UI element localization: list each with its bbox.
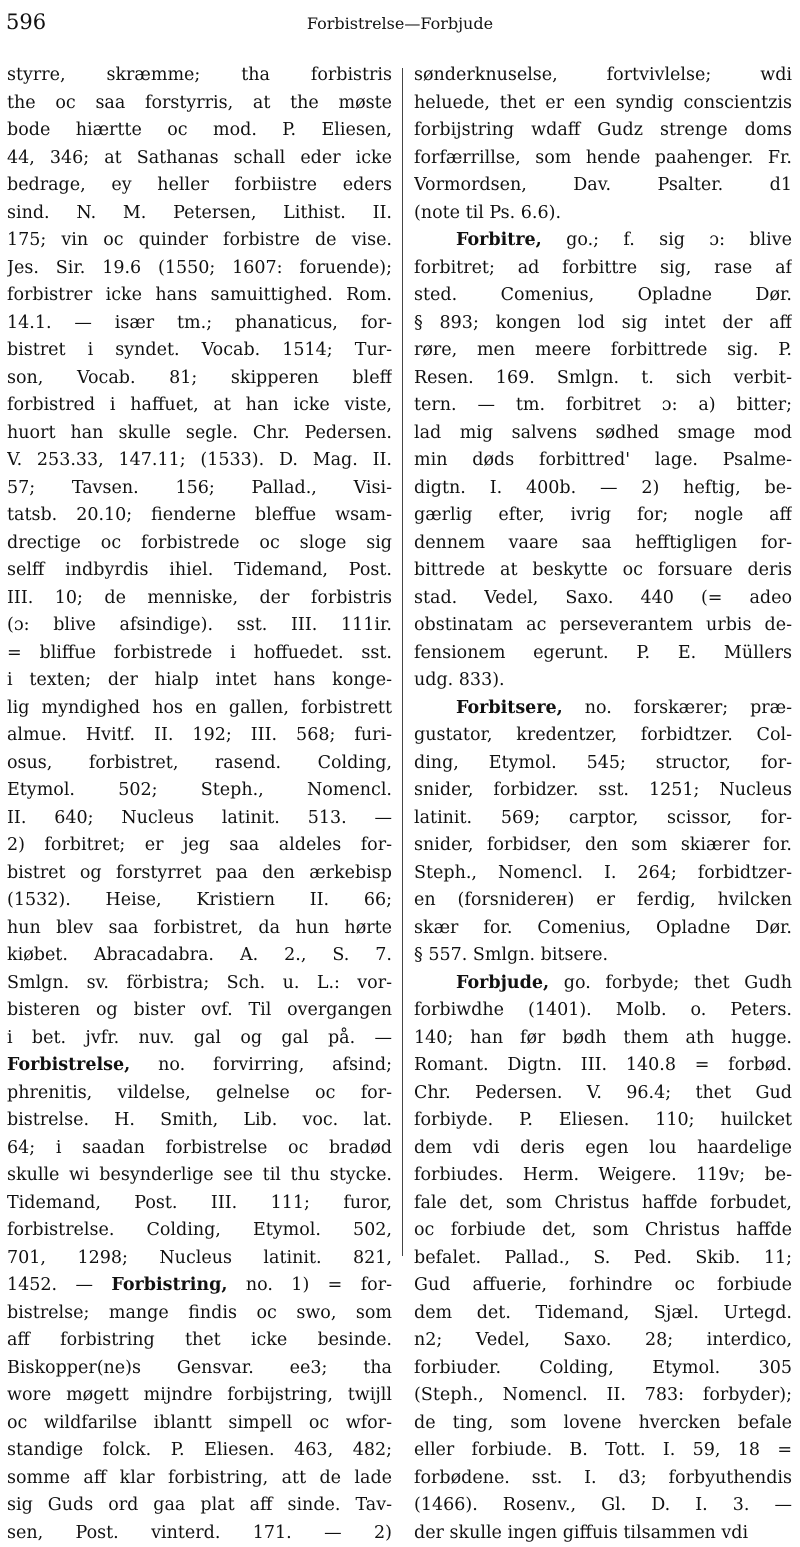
line-text: bistrelse; mange findis oc swo, som: [7, 1303, 392, 1323]
line-text: (ɔ: blive afsindige). sst. III. 111ir.: [7, 615, 392, 635]
text-line: [7, 1410, 392, 1438]
text-line: [414, 612, 792, 640]
text-line: [414, 62, 792, 90]
line-text: bedrage, ey heller forbiistre eders: [7, 175, 392, 195]
text-line: [414, 117, 792, 145]
text-line: [7, 640, 392, 668]
line-text: n2; Vedel, Saxo. 28; interdico,: [414, 1330, 792, 1350]
line-text: = bliffue forbistrede i hoffuedet. sst.: [7, 643, 392, 663]
line-text: tatsb. 20.10; fienderne bleffue wsam-: [7, 505, 392, 525]
line-text: Gud affuerie, forhindre oc forbiude: [414, 1275, 792, 1295]
text-line: [7, 1272, 392, 1300]
column-divider: [402, 68, 403, 1256]
line-text: bistret og forstyrret paa den ærkebisp: [7, 863, 392, 883]
line-text: drectige oc forbistrede oc sloge sig: [7, 533, 392, 553]
line-text: go.; f. sig ɔ: blive: [542, 230, 792, 250]
text-line: [7, 1355, 392, 1383]
line-text: V. 253.33, 147.11; (1533). D. Mag. II.: [7, 450, 392, 470]
text-line: [7, 530, 392, 558]
line-text: dennem vaare saa hefftigligen for-: [414, 533, 792, 553]
text-line: [7, 1162, 392, 1190]
line-text: der skulle ingen giffuis tilsammen vdi: [414, 1523, 748, 1543]
line-text: forbiuder. Colding, Etymol. 305: [414, 1358, 792, 1378]
line-text: 140; han før bødh them ath hugge.: [414, 1028, 792, 1048]
line-text: bisteren og bister ovf. Til overgangen: [7, 1000, 392, 1020]
line-text: fensionem egerunt. P. E. Müllers: [414, 643, 792, 663]
line-text: III. 10; de menniske, der forbistris: [7, 588, 392, 608]
text-line: [7, 915, 392, 943]
text-line: [414, 667, 792, 695]
left-column: [7, 62, 392, 1547]
line-text: no. forskærer; præ-: [563, 698, 792, 718]
text-line: [414, 310, 792, 338]
line-text: Resen. 169. Smlgn. t. sich verbit-: [414, 368, 792, 388]
text-line: [7, 997, 392, 1025]
text-line: [7, 502, 392, 530]
text-line: [414, 557, 792, 585]
line-text: gustator, kredentzer, forbidtzer. Col-: [414, 725, 792, 745]
text-line: [414, 227, 792, 255]
text-line: [7, 1520, 392, 1547]
text-line: [414, 887, 792, 915]
text-line: [7, 365, 392, 393]
text-line: [414, 1025, 792, 1053]
text-line: [7, 200, 392, 228]
running-head: Forbistrelse—Forbjude: [0, 14, 800, 33]
line-text: osus, forbistret, rasend. Colding,: [7, 753, 392, 773]
text-line: [7, 255, 392, 283]
line-text: no. 1) = for-: [227, 1275, 392, 1295]
line-text: oc forbiude det, som Christus haffde: [414, 1220, 792, 1240]
line-text: forbiudes. Herm. Weigere. 119v; be-: [414, 1165, 792, 1185]
text-line: [7, 227, 392, 255]
text-line: [7, 1300, 392, 1328]
text-line: [7, 337, 392, 365]
headword: Forbitsere,: [456, 698, 563, 718]
line-text: de ting, som lovene hvercken befale: [414, 1413, 792, 1433]
text-line: [414, 392, 792, 420]
text-line: [414, 145, 792, 173]
line-text: kiøbet. Abracadabra. A. 2., S. 7.: [7, 945, 392, 965]
line-text: forbiwdhe (1401). Molb. o. Peters.: [414, 1000, 792, 1020]
text-line: [414, 805, 792, 833]
text-line: [7, 1382, 392, 1410]
text-line: [414, 1272, 792, 1300]
text-line: [414, 1355, 792, 1383]
text-line: [7, 62, 392, 90]
line-text: Chr. Pedersen. V. 96.4; thet Gud: [414, 1083, 792, 1103]
text-line: [414, 530, 792, 558]
line-text: standige folck. P. Eliesen. 463, 482;: [7, 1440, 392, 1460]
text-line: [414, 1052, 792, 1080]
line-text: Jes. Sir. 19.6 (1550; 1607: foruende);: [7, 258, 392, 278]
line-text: sønderknuselse, fortvivlelse; wdi: [414, 65, 792, 85]
line-text: (1466). Rosenv., Gl. D. I. 3. —: [414, 1495, 792, 1515]
text-line: [7, 1190, 392, 1218]
line-text: 2) forbitret; er jeg saa aldeles for-: [7, 835, 392, 855]
text-line: [7, 172, 392, 200]
text-line: [7, 420, 392, 448]
text-line: [414, 1080, 792, 1108]
line-text: min døds forbittred' lage. Psalme-: [414, 450, 792, 470]
line-text: aff forbistring thet icke besinde.: [7, 1330, 392, 1350]
text-line: [414, 447, 792, 475]
line-text: 64; i saadan forbistrelse oc bradød: [7, 1138, 392, 1158]
line-text: snider, forbidzer. sst. 1251; Nucleus: [414, 780, 792, 800]
line-text: 175; vin oc quinder forbistre de vise.: [7, 230, 392, 250]
line-text: phrenitis, vildelse, gelnelse oc for-: [7, 1083, 392, 1103]
text-line: [414, 860, 792, 888]
line-text: Biskopper(ne)s Gensvar. ee3; tha: [7, 1358, 392, 1378]
line-text: forbiyde. P. Eliesen. 110; huilcket: [414, 1110, 792, 1130]
headword: Forbitre,: [456, 230, 542, 250]
text-line: [7, 612, 392, 640]
text-line: [7, 145, 392, 173]
text-line: [414, 1245, 792, 1273]
text-line: [414, 172, 792, 200]
text-line: [7, 282, 392, 310]
text-line: [414, 1300, 792, 1328]
line-text: bode hiærtte oc mod. P. Eliesen,: [7, 120, 392, 140]
line-text: i bet. jvfr. nuv. gal og gal på. —: [7, 1028, 392, 1048]
text-line: [7, 585, 392, 613]
text-line: [414, 997, 792, 1025]
line-text: styrre, skræmme; tha forbistris: [7, 65, 392, 85]
text-line: [7, 90, 392, 118]
line-text: digtn. I. 400b. — 2) heftig, be-: [414, 478, 792, 498]
line-text: bistrelse. H. Smith, Lib. voc. lat.: [7, 1110, 392, 1130]
line-text: obstinatam ac perseverantem urbis de-: [414, 615, 792, 635]
line-text: huort han skulle segle. Chr. Pedersen.: [7, 423, 392, 443]
line-text: 701, 1298; Nucleus latinit. 821,: [7, 1248, 392, 1268]
line-text: Romant. Digtn. III. 140.8 = forbød.: [414, 1055, 792, 1075]
headword: Forbistrelse,: [7, 1055, 130, 1075]
line-text: son, Vocab. 81; skipperen bleff: [7, 368, 392, 388]
text-line: [7, 1080, 392, 1108]
line-prefix: 1452. —: [7, 1275, 111, 1295]
page-number: 596: [6, 10, 46, 34]
line-text: fale det, som Christus haffde forbudet,: [414, 1193, 792, 1213]
text-line: [414, 1382, 792, 1410]
text-line: [414, 640, 792, 668]
text-line: [414, 777, 792, 805]
text-line: [414, 1465, 792, 1493]
text-line: [7, 887, 392, 915]
text-line: [7, 860, 392, 888]
line-text: forbijstring wdaff Gudz strenge doms: [414, 120, 792, 140]
line-text: snider, forbidser, den som skiærer for.: [414, 835, 792, 855]
line-text: bittrede at beskytte oc forsuare deris: [414, 560, 792, 580]
text-line: [414, 337, 792, 365]
text-line: [414, 695, 792, 723]
line-text: i texten; der hialp intet hans konge-: [7, 670, 392, 690]
text-line: [414, 1437, 792, 1465]
line-text: go. forbyde; thet Gudh: [549, 973, 792, 993]
text-line: [414, 1327, 792, 1355]
line-text: eller forbiude. B. Tott. I. 59, 18 =: [414, 1440, 792, 1460]
line-text: lig myndighed hos en gallen, forbistrett: [7, 698, 392, 718]
line-text: forbitret; ad forbittre sig, rase af: [414, 258, 792, 278]
text-line: [414, 1190, 792, 1218]
text-line: [7, 695, 392, 723]
line-text: II. 640; Nucleus latinit. 513. —: [7, 808, 392, 828]
headword: Forbjude,: [456, 973, 549, 993]
text-line: [7, 1052, 392, 1080]
line-text: almue. Hvitf. II. 192; III. 568; furi-: [7, 725, 392, 745]
line-text: (Steph., Nomencl. II. 783: forbyder);: [414, 1385, 792, 1405]
line-text: (note til Ps. 6.6).: [414, 203, 561, 223]
line-text: Vormordsen, Dav. Psalter. d1: [414, 175, 792, 195]
line-text: forbistred i haffuet, at han icke viste,: [7, 395, 392, 415]
text-line: [7, 970, 392, 998]
line-text: 14.1. — især tm.; phanaticus, for-: [7, 313, 392, 333]
text-line: [7, 667, 392, 695]
text-line: [414, 915, 792, 943]
line-text: the oc saa forstyrris, at the møste: [7, 93, 392, 113]
line-text: skulle wi besynderlige see til thu stycke.: [7, 1165, 392, 1185]
line-text: § 557. Smlgn. bitsere.: [414, 945, 608, 965]
line-text: latinit. 569; carptor, scissor, for-: [414, 808, 792, 828]
text-line: [414, 365, 792, 393]
text-line: [414, 502, 792, 530]
line-text: somme aff klar forbistring, att de lade: [7, 1468, 392, 1488]
text-line: [414, 722, 792, 750]
line-text: ding, Etymol. 545; structor, for-: [414, 753, 792, 773]
line-text: gærlig efter, ivrig for; nogle aff: [414, 505, 792, 525]
text-line: [7, 832, 392, 860]
text-line: [7, 1327, 392, 1355]
text-line: [7, 1465, 392, 1493]
line-text: befalet. Pallad., S. Ped. Skib. 11;: [414, 1248, 792, 1268]
line-text: wore møgett mijndre forbijstring, twijll: [7, 1385, 392, 1405]
line-text: lad mig salvens sødhed smage mod: [414, 423, 792, 443]
text-line: [7, 1437, 392, 1465]
text-line: [414, 90, 792, 118]
right-column: [414, 62, 792, 1547]
line-text: heluede, thet er een syndig conscientzis: [414, 93, 792, 113]
line-text: (1532). Heise, Kristiern II. 66;: [7, 890, 392, 910]
line-text: forfærrillse, som hende paahenger. Fr.: [414, 148, 792, 168]
text-line: [7, 722, 392, 750]
line-text: en (forsniderен) er ferdig, hvilcken: [414, 890, 792, 910]
line-text: Steph., Nomencl. I. 264; forbidtzer-: [414, 863, 792, 883]
line-text: hun blev saa forbistret, da hun hørte: [7, 918, 392, 938]
line-text: skær for. Comenius, Opladne Dør.: [414, 918, 792, 938]
text-line: [414, 420, 792, 448]
text-line: [7, 1025, 392, 1053]
line-text: dem det. Tidemand, Sjæl. Urtegd.: [414, 1303, 792, 1323]
text-line: [414, 1492, 792, 1520]
line-text: sind. N. M. Petersen, Lithist. II.: [7, 203, 392, 223]
line-text: sen, Post. vinterd. 171. — 2): [7, 1523, 392, 1543]
text-line: [7, 1492, 392, 1520]
text-line: [7, 1107, 392, 1135]
text-line: [414, 750, 792, 778]
line-text: Smlgn. sv. förbistra; Sch. u. L.: vor-: [7, 973, 392, 993]
line-text: selff indbyrdis ihiel. Tidemand, Post.: [7, 560, 392, 580]
line-text: oc wildfarilse iblantt simpell oc wfor-: [7, 1413, 392, 1433]
text-line: [7, 942, 392, 970]
text-line: [7, 805, 392, 833]
headword: Forbistring,: [111, 1275, 227, 1295]
text-line: [7, 310, 392, 338]
line-text: dem vdi deris egen lou haardelige: [414, 1138, 792, 1158]
line-text: 44, 346; at Sathanas schall eder icke: [7, 148, 392, 168]
text-line: [414, 942, 792, 970]
line-text: røre, men meere forbittrede sig. P.: [414, 340, 792, 360]
text-line: [7, 475, 392, 503]
line-text: forbistrelse. Colding, Etymol. 502,: [7, 1220, 392, 1240]
text-line: [7, 557, 392, 585]
text-line: [414, 1410, 792, 1438]
page-header: [0, 10, 800, 40]
line-text: 57; Tavsen. 156; Pallad., Visi-: [7, 478, 392, 498]
text-line: [7, 750, 392, 778]
text-line: [7, 117, 392, 145]
text-line: [414, 282, 792, 310]
text-line: [414, 1107, 792, 1135]
text-line: [414, 1135, 792, 1163]
text-line: [414, 200, 792, 228]
text-line: [7, 1217, 392, 1245]
line-text: § 893; kongen lod sig intet der aff: [414, 313, 792, 333]
line-text: sig Guds ord gaa plat aff sinde. Tav-: [7, 1495, 392, 1515]
text-line: [414, 475, 792, 503]
line-text: stad. Vedel, Saxo. 440 (= adeo: [414, 588, 792, 608]
line-text: Tidemand, Post. III. 111; furor,: [7, 1193, 392, 1213]
text-line: [414, 1520, 792, 1547]
text-line: [414, 1162, 792, 1190]
line-text: udg. 833).: [414, 670, 505, 690]
text-line: [414, 255, 792, 283]
line-text: Etymol. 502; Steph., Nomencl.: [7, 780, 392, 800]
text-line: [414, 1217, 792, 1245]
text-line: [7, 1135, 392, 1163]
line-text: forbødene. sst. I. d3; forbyuthendis: [414, 1468, 792, 1488]
line-text: no. forvirring, afsind;: [130, 1055, 392, 1075]
text-line: [7, 392, 392, 420]
text-line: [7, 777, 392, 805]
text-line: [414, 832, 792, 860]
text-line: [7, 447, 392, 475]
text-line: [414, 970, 792, 998]
line-text: sted. Comenius, Opladne Dør.: [414, 285, 792, 305]
text-line: [414, 585, 792, 613]
line-text: bistret i syndet. Vocab. 1514; Tur-: [7, 340, 392, 360]
text-line: [7, 1245, 392, 1273]
line-text: forbistrer icke hans samuittighed. Rom.: [7, 285, 392, 305]
line-text: tern. — tm. forbitret ɔ: a) bitter;: [414, 395, 792, 415]
